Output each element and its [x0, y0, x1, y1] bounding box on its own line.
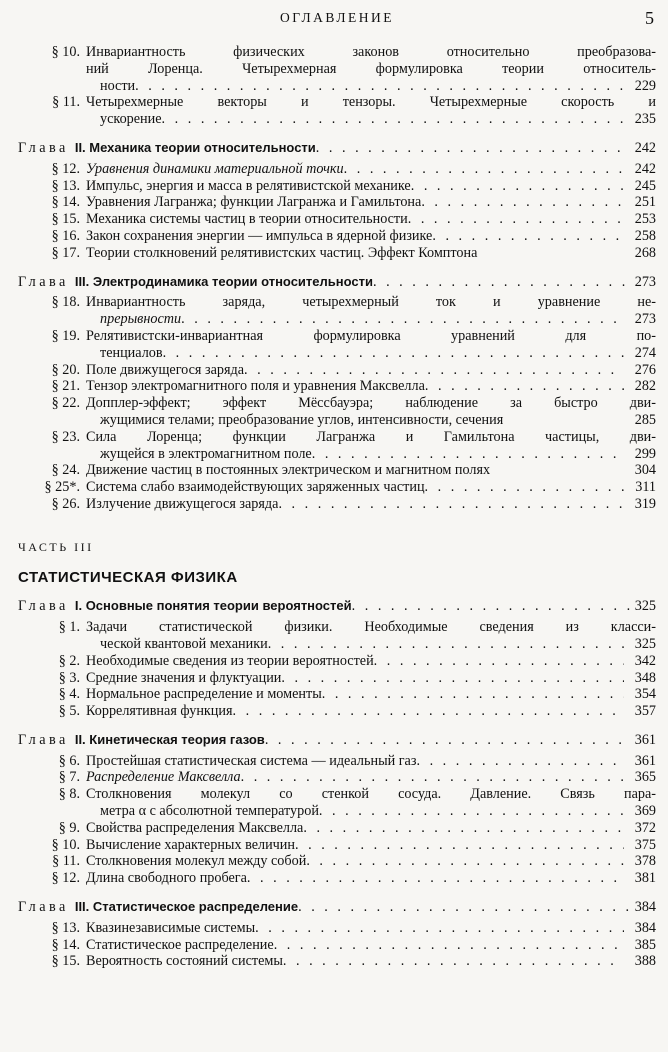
- dot-leader: [265, 732, 631, 749]
- entry-line: [86, 161, 656, 178]
- entry-line: [86, 753, 656, 770]
- entry-text: Вероятность состояний системы: [86, 953, 283, 970]
- section-number: § 5.: [58, 703, 80, 720]
- page-ref: 242: [634, 160, 656, 177]
- entry-line: [86, 362, 656, 379]
- chapter-title: [75, 140, 316, 157]
- toc-entry: [18, 953, 656, 970]
- entry-text: Система слабо взаимодействующих заряженных частиц: [86, 479, 425, 496]
- page-ref: 354: [634, 686, 656, 703]
- toc-entry: [18, 769, 656, 786]
- section-number: § 24.: [51, 462, 80, 479]
- page-ref: 245: [634, 177, 656, 194]
- toc-entry: [18, 786, 656, 820]
- entry-body: [86, 178, 656, 195]
- entry-line: [86, 378, 656, 395]
- toc-entry: [18, 328, 656, 362]
- entry-body: [86, 462, 656, 479]
- entry-text: Релятивистски-инвариантная формулировка уравнений для по-: [86, 327, 656, 344]
- dot-leader: [295, 837, 624, 854]
- dot-leader: [432, 228, 624, 245]
- entry-line: [86, 496, 656, 513]
- page-ref: 304: [634, 462, 656, 479]
- entry-body: [86, 479, 656, 496]
- entry-line: [86, 44, 656, 61]
- dot-leader: [163, 345, 624, 362]
- page-ref: 365: [634, 769, 656, 786]
- entry-text: Столкновения молекул между собой: [86, 853, 307, 870]
- toc-entry: [18, 703, 656, 720]
- entry-body: [86, 328, 656, 362]
- page-ref: 361: [634, 731, 656, 748]
- chapter-heading: [18, 732, 656, 749]
- dot-leader: [425, 378, 624, 395]
- page-ref: 258: [634, 227, 656, 244]
- chapter-label: Глава: [18, 598, 69, 615]
- section-number: § 19.: [51, 327, 80, 344]
- chapter-label: Глава: [18, 731, 69, 748]
- page-ref: 273: [634, 273, 656, 290]
- section-number: § 22.: [51, 395, 80, 412]
- section-number: § 10.: [51, 44, 80, 60]
- entry-body: [86, 194, 656, 211]
- entry-body: [86, 44, 656, 94]
- entry-text: Теории столкновений релятивистских частиц. Эффект Комптона: [86, 244, 478, 261]
- section-number: § 9.: [58, 819, 80, 836]
- page-ref: 384: [634, 919, 656, 936]
- page-ref: 242: [634, 139, 656, 156]
- toc-entry: [18, 653, 656, 670]
- toc-entry: [18, 753, 656, 770]
- entry-text: Поле движущегося заряда: [86, 361, 245, 378]
- chapter-heading: [18, 899, 656, 916]
- section-number: § 13.: [51, 177, 80, 194]
- page-ref: 388: [634, 953, 656, 970]
- page-ref: 235: [634, 111, 656, 128]
- entry-line: [86, 619, 656, 636]
- page-number: 5: [645, 8, 654, 28]
- chapter-title-text: Статистическое распределение: [92, 899, 299, 915]
- page-ref: 319: [634, 495, 656, 512]
- page-title: ОГЛАВЛЕНИЕ: [279, 10, 395, 25]
- page-header: [18, 0, 656, 44]
- toc-entry: [18, 362, 656, 379]
- entry-text: Длина свободного пробега: [86, 870, 247, 887]
- entry-body: [86, 653, 656, 670]
- entry-text: ческой квантовой механики: [100, 635, 268, 652]
- entry-text: Инвариантность физических законов относительно преобразова-: [86, 44, 656, 60]
- page-ref: 276: [634, 361, 656, 378]
- entry-body: [86, 753, 656, 770]
- entry-body: [86, 820, 656, 837]
- toc-entry: [18, 937, 656, 954]
- section-number: § 26.: [51, 495, 80, 512]
- page-ref: 251: [634, 194, 656, 211]
- entry-line: [86, 412, 656, 429]
- entry-line: [86, 94, 656, 111]
- chapter-title-text: Основные понятия теории вероятностей: [85, 598, 352, 614]
- entry-text: Коррелятивная функция: [86, 703, 233, 720]
- entry-text: тенциалов: [100, 344, 163, 361]
- page-ref: 253: [634, 211, 656, 228]
- section-number: § 12.: [51, 160, 80, 177]
- entry-line: [86, 686, 656, 703]
- toc-entry: [18, 161, 656, 178]
- entry-body: [86, 953, 656, 970]
- entry-body: [86, 94, 656, 128]
- page-ref: 357: [634, 703, 656, 720]
- part-label: ЧАСТЬ III: [18, 539, 94, 554]
- page-ref: 381: [634, 870, 656, 887]
- table-of-contents: [18, 44, 656, 970]
- dot-leader: [373, 274, 631, 291]
- section-number: § 21.: [51, 378, 80, 395]
- dot-leader: [344, 161, 624, 178]
- entry-body: [86, 211, 656, 228]
- entry-line: [86, 769, 656, 786]
- dot-leader: [268, 636, 624, 653]
- entry-line: [86, 294, 656, 311]
- page-ref: 325: [634, 635, 656, 652]
- entry-text: прерывности: [100, 311, 182, 328]
- section-number: § 25*.: [44, 479, 80, 496]
- entry-body: [86, 429, 656, 463]
- toc-entry: [18, 686, 656, 703]
- entry-line: [86, 446, 656, 463]
- section-number: § 14.: [51, 194, 80, 211]
- entry-text: Средние значения и флуктуации: [86, 669, 282, 686]
- section-number: § 12.: [51, 870, 80, 887]
- dot-leader: [316, 140, 631, 157]
- entry-text: ний Лоренца. Четырехмерная формулировка теории относитель-: [86, 60, 656, 77]
- section-number: § 7.: [58, 769, 80, 786]
- toc-entry: [18, 837, 656, 854]
- entry-text: Простейшая статистическая система — идеальный газ: [86, 752, 417, 769]
- page-ref: 385: [634, 936, 656, 953]
- dot-leader: [352, 598, 631, 615]
- toc-entry: [18, 920, 656, 937]
- entry-text: Механика системы частиц в теории относительности: [86, 211, 408, 228]
- entry-text: Уравнения Лагранжа; функции Лагранжа и Гамильтона: [86, 194, 422, 211]
- entry-body: [86, 496, 656, 513]
- entry-text: жущимися телами; преобразование углов, интенсивности, сечения: [100, 411, 504, 428]
- entry-text: Сила Лоренца; функции Лагранжа и Гамильтона частицы, дви-: [86, 428, 656, 445]
- toc-entry: [18, 211, 656, 228]
- document-page: [18, 0, 656, 970]
- entry-body: [86, 837, 656, 854]
- page-ref: 384: [634, 899, 656, 916]
- entry-line: [86, 953, 656, 970]
- section-number: § 15.: [51, 953, 80, 970]
- page-ref: 375: [634, 836, 656, 853]
- entry-line: [86, 245, 656, 262]
- section-number: § 14.: [51, 936, 80, 953]
- toc-entry: [18, 178, 656, 195]
- page-ref: 372: [634, 819, 656, 836]
- dot-leader: [162, 111, 624, 128]
- entry-line: [86, 228, 656, 245]
- page-ref: 268: [634, 244, 656, 261]
- chapter-number: I.: [74, 598, 83, 614]
- entry-text: Квазинезависимые системы: [86, 919, 256, 936]
- entry-text: Тензор электромагнитного поля и уравнения Максвелла: [86, 378, 425, 395]
- toc-entry: [18, 462, 656, 479]
- entry-line: [86, 820, 656, 837]
- dot-leader: [247, 870, 624, 887]
- chapter-heading: [18, 140, 656, 157]
- dot-leader: [283, 953, 624, 970]
- entry-body: [86, 161, 656, 178]
- chapter-title-text: Электродинамика теории относительности: [92, 273, 373, 289]
- section-number: § 16.: [51, 227, 80, 244]
- part-title: СТАТИСТИЧЕСКАЯ ФИЗИКА: [18, 568, 238, 586]
- section-number: § 4.: [58, 686, 80, 703]
- section-number: § 18.: [51, 294, 80, 311]
- toc-entry: [18, 44, 656, 94]
- entry-line: [86, 653, 656, 670]
- entry-line: [86, 61, 656, 78]
- entry-text: Вычисление характерных величин: [86, 836, 295, 853]
- page-ref: 285: [634, 411, 656, 428]
- entry-body: [86, 703, 656, 720]
- page-ref: 229: [634, 77, 656, 94]
- dot-leader: [374, 653, 624, 670]
- dot-leader: [274, 937, 624, 954]
- entry-text: метра α с абсолютной температурой: [100, 803, 319, 820]
- page-ref: 342: [634, 652, 656, 669]
- entry-body: [86, 294, 656, 328]
- entry-body: [86, 245, 656, 262]
- entry-line: [86, 479, 656, 496]
- entry-line: [86, 211, 656, 228]
- toc-entry: [18, 496, 656, 513]
- section-number: § 11.: [52, 853, 80, 870]
- page-ref: 273: [634, 311, 656, 328]
- entry-text: Нормальное распределение и моменты: [86, 686, 322, 703]
- chapter-title-text: Механика теории относительности: [89, 139, 316, 155]
- entry-text: Четырехмерные векторы и тензоры. Четырехмерные скорость и: [86, 94, 656, 111]
- page-ref: 325: [634, 598, 656, 615]
- section-number: § 6.: [58, 752, 80, 769]
- chapter-number: II.: [74, 139, 86, 155]
- entry-text: Инвариантность заряда, четырехмерный ток и уравнение не-: [86, 294, 656, 311]
- entry-line: [86, 703, 656, 720]
- chapter-label: Глава: [18, 273, 69, 290]
- chapter-number: III.: [74, 899, 90, 915]
- entry-body: [86, 769, 656, 786]
- entry-line: [86, 429, 656, 446]
- entry-line: [86, 178, 656, 195]
- toc-entry: [18, 820, 656, 837]
- entry-text: Свойства распределения Максвелла: [86, 819, 304, 836]
- entry-line: [86, 636, 656, 653]
- chapter-title-text: Кинетическая теория газов: [89, 731, 265, 747]
- entry-body: [86, 228, 656, 245]
- dot-leader: [244, 362, 624, 379]
- chapter-heading: [18, 274, 656, 291]
- entry-text: Статистическое распределение: [86, 936, 274, 953]
- dot-leader: [241, 769, 624, 786]
- chapter-label: Глава: [18, 139, 69, 156]
- dot-leader: [322, 686, 624, 703]
- entry-text: Задачи статистической физики. Необходимые сведения из класси-: [86, 619, 656, 636]
- section-number: § 13.: [51, 919, 80, 936]
- dot-leader: [319, 803, 624, 820]
- section-number: § 10.: [51, 836, 80, 853]
- section-number: § 1.: [58, 619, 80, 636]
- entry-line: [86, 395, 656, 412]
- page-ref: 369: [634, 803, 656, 820]
- toc-entry: [18, 870, 656, 887]
- entry-line: [86, 311, 656, 328]
- toc-entry: [18, 395, 656, 429]
- entry-body: [86, 870, 656, 887]
- entry-line: [86, 853, 656, 870]
- dot-leader: [181, 311, 624, 328]
- page-ref: 299: [634, 445, 656, 462]
- chapter-title: [75, 598, 352, 615]
- dot-leader: [298, 899, 631, 916]
- entry-text: ности: [100, 77, 136, 94]
- entry-line: [86, 920, 656, 937]
- entry-text: ускорение: [100, 111, 162, 128]
- entry-body: [86, 686, 656, 703]
- chapter-number: III.: [74, 273, 90, 289]
- page-ref: 348: [634, 669, 656, 686]
- entry-text: Излучение движущегося заряда: [86, 495, 279, 512]
- chapter-title: [75, 274, 373, 291]
- dot-leader: [306, 853, 624, 870]
- dot-leader: [408, 211, 624, 228]
- dot-leader: [278, 496, 624, 513]
- toc-entry: [18, 670, 656, 687]
- entry-line: [86, 194, 656, 211]
- section-number: § 17.: [51, 244, 80, 261]
- entry-body: [86, 937, 656, 954]
- page-ref: 361: [634, 752, 656, 769]
- entry-line: [86, 837, 656, 854]
- page-ref: 274: [634, 344, 656, 361]
- toc-entry: [18, 479, 656, 496]
- toc-entry: [18, 429, 656, 463]
- dot-leader: [303, 820, 624, 837]
- section-number: § 15.: [51, 211, 80, 228]
- dot-leader: [416, 753, 624, 770]
- dot-leader: [421, 194, 624, 211]
- entry-line: [86, 78, 656, 95]
- entry-body: [86, 395, 656, 429]
- chapter-number: II.: [74, 731, 86, 747]
- section-number: § 2.: [58, 652, 80, 669]
- entry-line: [86, 462, 656, 479]
- entry-text: жущейся в электромагнитном поле: [100, 445, 312, 462]
- dot-leader: [425, 479, 624, 496]
- toc-entry: [18, 94, 656, 128]
- entry-line: [86, 328, 656, 345]
- entry-text: Допплер-эффект; эффект Мёссбауэра; наблюдение за быстро дви-: [86, 395, 656, 412]
- toc-entry: [18, 228, 656, 245]
- dot-leader: [135, 78, 624, 95]
- section-number: § 23.: [51, 428, 80, 445]
- entry-line: [86, 937, 656, 954]
- section-number: § 8.: [58, 786, 80, 803]
- chapter-title: [75, 899, 298, 916]
- entry-line: [86, 870, 656, 887]
- entry-body: [86, 378, 656, 395]
- entry-line: [86, 345, 656, 362]
- page-ref: 378: [634, 853, 656, 870]
- dot-leader: [312, 446, 624, 463]
- entry-line: [86, 786, 656, 803]
- entry-line: [86, 803, 656, 820]
- toc-entry: [18, 853, 656, 870]
- toc-entry: [18, 378, 656, 395]
- section-number: § 11.: [52, 94, 80, 111]
- entry-body: [86, 362, 656, 379]
- entry-line: [86, 670, 656, 687]
- entry-body: [86, 619, 656, 653]
- entry-text: Движение частиц в постоянных электрическом и магнитном полях: [86, 462, 491, 479]
- dot-leader: [233, 703, 624, 720]
- chapter-title: [75, 732, 265, 749]
- page-ref: 282: [634, 378, 656, 395]
- section-number: § 3.: [58, 669, 80, 686]
- dot-leader: [411, 178, 624, 195]
- chapter-label: Глава: [18, 899, 69, 916]
- section-number: § 20.: [51, 361, 80, 378]
- toc-entry: [18, 245, 656, 262]
- toc-entry: [18, 619, 656, 653]
- entry-body: [86, 786, 656, 820]
- toc-entry: [18, 194, 656, 211]
- entry-text: Уравнения динамики материальной точки: [86, 160, 344, 177]
- entry-text: Столкновения молекул со стенкой сосуда. Давление. Связь пара-: [86, 786, 656, 803]
- entry-text: Необходимые сведения из теории вероятностей: [86, 652, 374, 669]
- dot-leader: [255, 920, 624, 937]
- entry-body: [86, 670, 656, 687]
- toc-entry: [18, 294, 656, 328]
- entry-text: Распределение Максвелла: [86, 769, 241, 786]
- chapter-heading: [18, 598, 656, 615]
- entry-text: Импульс, энергия и масса в релятивистской механике: [86, 177, 411, 194]
- entry-text: Закон сохранения энергии — импульса в ядерной физике: [86, 227, 433, 244]
- entry-line: [86, 111, 656, 128]
- page-ref: 311: [635, 479, 656, 496]
- entry-body: [86, 920, 656, 937]
- dot-leader: [281, 670, 624, 687]
- entry-body: [86, 853, 656, 870]
